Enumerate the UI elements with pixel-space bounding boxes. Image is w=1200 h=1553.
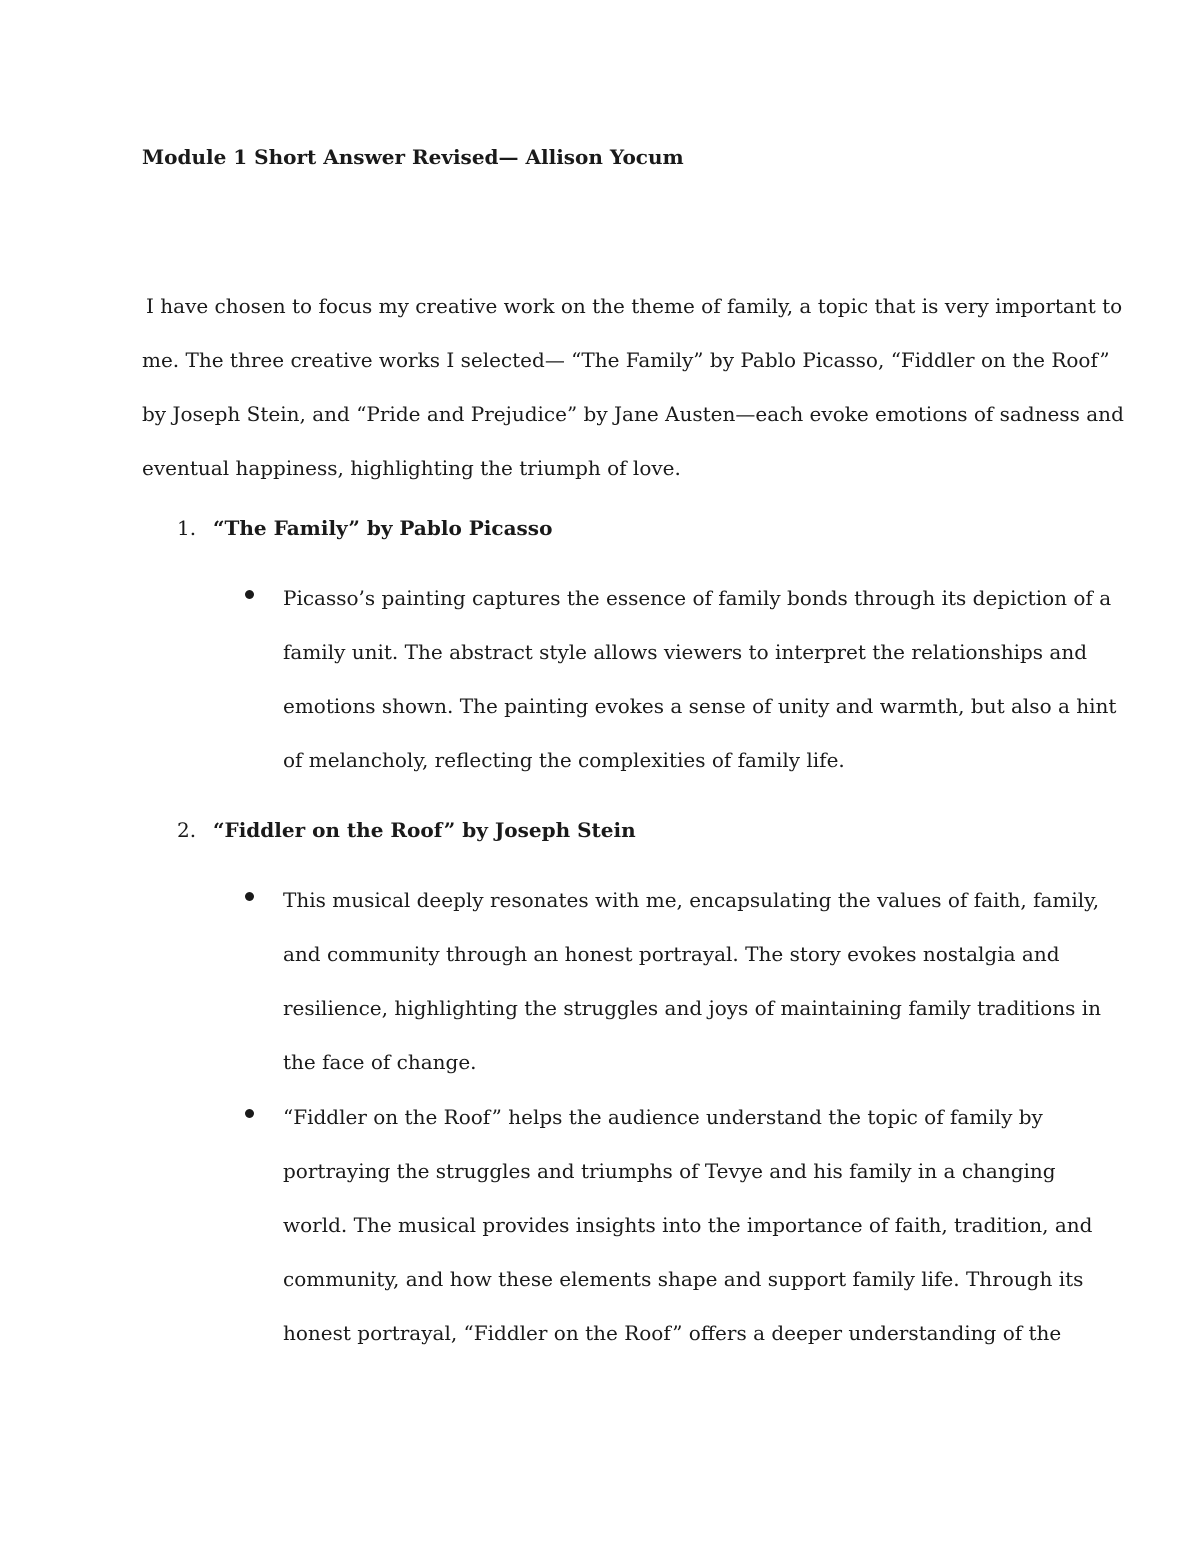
bullet-line: the face of change. bbox=[283, 1050, 477, 1074]
bullet-line: world. The musical provides insights into the importance of faith, tradition, and bbox=[283, 1213, 1093, 1237]
bullet-icon bbox=[245, 590, 254, 599]
bullet-line: and community through an honest portrayal. The story evokes nostalgia and bbox=[283, 942, 1060, 966]
bullet-line: community, and how these elements shape and support family life. Through its bbox=[283, 1267, 1084, 1291]
intro-line: by Joseph Stein, and “Pride and Prejudice” by Jane Austen—each evoke emotions of sadness and bbox=[142, 402, 1124, 426]
intro-line: eventual happiness, highlighting the triumph of love. bbox=[142, 456, 681, 480]
bullet-icon bbox=[245, 1109, 254, 1118]
section-heading-2 bbox=[177, 815, 636, 845]
bullet-line: resilience, highlighting the struggles and joys of maintaining family traditions in bbox=[283, 996, 1102, 1020]
bullet-text bbox=[283, 571, 1116, 787]
bullet-line: portraying the struggles and triumphs of Tevye and his family in a changing bbox=[283, 1159, 1056, 1183]
bullet-line: family unit. The abstract style allows viewers to interpret the relationships and bbox=[283, 640, 1088, 664]
bullet-line: Picasso’s painting captures the essence of family bonds through its depiction of a bbox=[283, 586, 1112, 610]
intro-line: I have chosen to focus my creative work on the theme of family, a topic that is very important to bbox=[146, 294, 1123, 318]
bullet-icon bbox=[245, 892, 254, 901]
intro-line: me. The three creative works I selected— “The Family” by Pablo Picasso, “Fiddler on the Roof” bbox=[142, 348, 1110, 372]
document-title: Module 1 Short Answer Revised— Allison Yocum bbox=[142, 145, 684, 169]
bullet-line: This musical deeply resonates with me, encapsulating the values of faith, family, bbox=[283, 888, 1100, 912]
section-heading-1 bbox=[177, 513, 552, 543]
section-heading-text: “Fiddler on the Roof” by Joseph Stein bbox=[213, 818, 636, 842]
bullet-line: “Fiddler on the Roof” helps the audience understand the topic of family by bbox=[283, 1105, 1043, 1129]
bullet-line: of melancholy, reflecting the complexities of family life. bbox=[283, 748, 845, 772]
bullet-line: emotions shown. The painting evokes a sense of unity and warmth, but also a hint bbox=[283, 694, 1117, 718]
section-number: 1. bbox=[177, 516, 197, 540]
section-number: 2. bbox=[177, 818, 197, 842]
bullet-text bbox=[283, 1090, 1092, 1360]
bullet-text bbox=[283, 873, 1101, 1089]
bullet-line: honest portrayal, “Fiddler on the Roof” offers a deeper understanding of the bbox=[283, 1321, 1062, 1345]
intro-paragraph bbox=[142, 279, 1124, 495]
section-heading-text: “The Family” by Pablo Picasso bbox=[213, 516, 553, 540]
